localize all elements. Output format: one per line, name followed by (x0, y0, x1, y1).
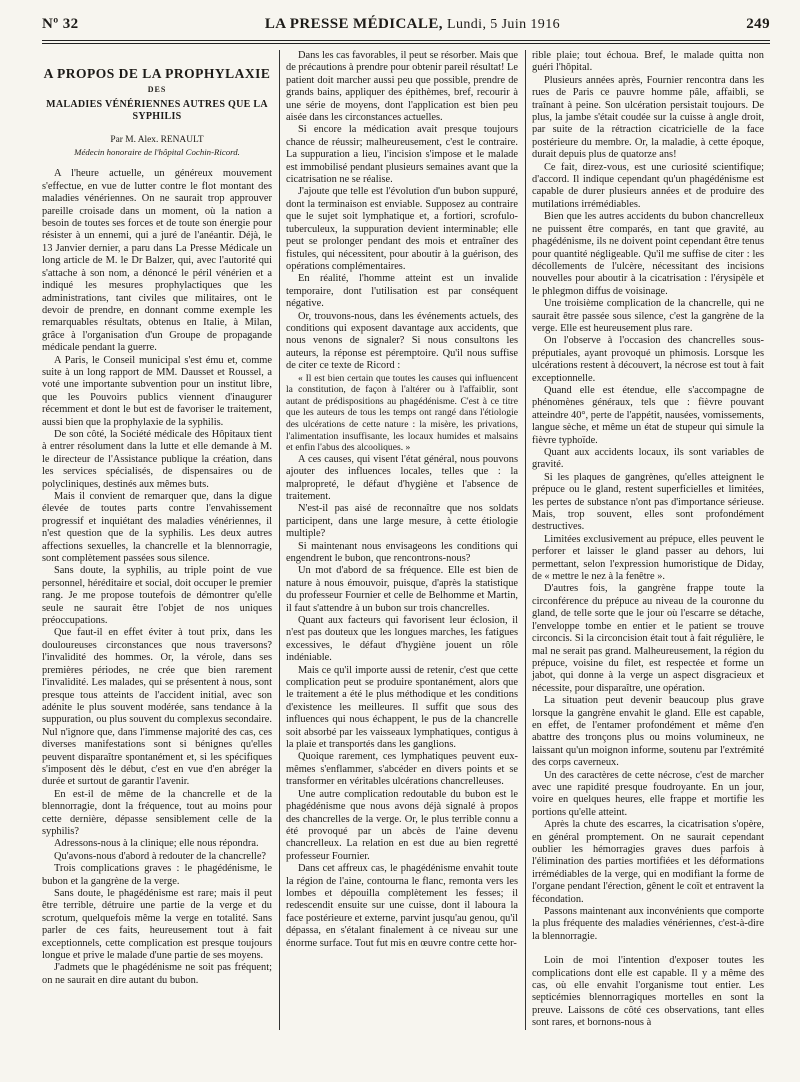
paragraph: Mais il convient de remarquer que, dans la digue élevée de toutes parts contre l'envahissement progressif et inquiétant des maladies vénériennes, il n'est question que de la syphilis. Les deux autres affections sexuelles, la chancrelle et la blennorragie, sont complètement passées sous silence. (42, 491, 272, 565)
article-subtitle: MALADIES VÉNÉRIENNES AUTRES QUE LA SYPHILIS (46, 98, 268, 123)
paragraph: Si encore la médication avait presque toujours chance de réussir; malheureusement, c'est le contraire. La suppuration a lieu, l'incision s'impose et le malade est immobilisé pendant plusieurs semaines avant que la cicatrisation ne se réalise. (286, 124, 518, 186)
paragraph: Une troisième complication de la chancrelle, qui ne saurait être passée sous silence, c'est la gangrène de la verge. Elle est heureusement plus rare. (532, 298, 764, 334)
column-divider (525, 50, 526, 1030)
page-number: 249 (746, 16, 770, 32)
paragraph: Si les plaques de gangrènes, qu'elles atteignent le prépuce ou le gland, restent superficielles et limitées, les pertes de substance n'ont pas d'importance sérieuse. Mais, trop souvent, elles sont profondément destructives. (532, 471, 764, 533)
column-3 (532, 50, 764, 1030)
paragraph: Un des caractères de cette nécrose, c'est de marcher avec une rapidité presque foudroyante. En un jour, voire en quelques heures, elle frappe et mortifie les portions qu'elle atteint. (532, 769, 764, 818)
paragraph: Quoique rarement, ces lymphatiques peuvent eux-mêmes s'enflammer, s'abcéder en divers points et se transformer en véritables ulcérations chancrelleuses. (286, 751, 518, 788)
paragraph: Ce fait, direz-vous, est une curiosité scientifique; d'accord. Il indique cependant qu'un phagédénisme est capable de durer plusieurs années et de produire des mutilations irrémédiables. (532, 161, 764, 210)
author-affiliation: Médecin honoraire de l'hôpital Cochin-Ricord. (74, 147, 240, 158)
paragraph: En est-il de même de la chancrelle et de la blennorragie, dont la fréquence, tout au moins pour cette dernière, dépasse sensiblement celle de la syphilis? (42, 788, 272, 837)
paragraph: En réalité, l'homme atteint est un invalide temporaire, dont l'utilisation est par conséquent négative. (286, 273, 518, 310)
journal-name: LA PRESSE MÉDICALE, (264, 16, 443, 32)
paragraph: Passons maintenant aux inconvénients que comporte la plus fréquente des maladies vénériennes, c'est-à-dire la blennorragie. (532, 906, 764, 942)
paragraph: A l'heure actuelle, un généreux mouvement s'effectue, en vue de lutter contre le flot montant des maladies vénériennes. On ne saurait trop approuver pareille croisade dans un moment, où la nation a besoin de toutes ses forces et de toute son énergie pour résister à un ennemi, qui a juré de l'anéantir. Déjà, le 13 Janvier dernier, a paru dans La Presse Médicale un long article de M. le Dr Balzer, qui, avec l'autorité qui s'attache à son nom, a dénoncé le péril vénérien et a indiqué les mesures prophylactiques que les administrations, tant civiles que militaires, ont le devoir de prendre, en donnant comme exemple les remarquables résultats, obtenus en Italie, à Milan, grâce à l'organisation d'un Groupe de propagande médicale pendant la guerre. (42, 168, 272, 354)
page-header (42, 16, 770, 38)
article-title-des: DES (147, 85, 167, 95)
paragraph: Sans doute, la syphilis, au triple point de vue personnel, héréditaire et social, doit occuper le premier rang. Je me propose toutefois de démontrer qu'elle seule ne saurait être l'objet de nos uniques préoccupations. (42, 565, 272, 627)
paragraph: La situation peut devenir beaucoup plus grave lorsque la gangrène envahit le gland. Elle est capable, en effet, de l'entamer profondément et même d'en abattre des tronçons plus ou moins volumineux, ne laissant qu'un moignon informe, soutenu par l'extrémité des corps caverneux. (532, 695, 764, 769)
paragraph: Loin de moi l'intention d'exposer toutes les complications dont elle est capable. Il y a même des cas, où elle envahit l'organisme tout entier. Les septicémies blennorragiques mortelles en sont la preuve. Laissons de côté ces observations, tant elles sont rares, et bornons-nous à (532, 955, 764, 1029)
paragraph: N'est-il pas aisé de reconnaître que nos soldats participent, dans une large mesure, à cette étiologie multiple? (286, 503, 518, 540)
paragraph: Plusieurs années après, Fournier rencontra dans les rues de Paris ce pauvre homme pâle, affaibli, se traînant à peine. Son ulcération persistait toujours. De plus, la jambe s'était coudée sur la cuisse à angle droit, par suite de la rétraction cicatricielle de la face postérieure du membre. Or, la maladie, à cette époque, durait depuis plus de quatorze ans! (532, 74, 764, 161)
header-rule-thin (42, 43, 770, 44)
paragraph: Quand elle est étendue, elle s'accompagne de phénomènes généraux, tels que : fièvre pouvant atteindre 40°, perte de l'appétit, nausées, vomissements, langue sèche, et même un état de stupeur qui simule la fièvre typhoïde. (532, 384, 764, 446)
paragraph: Mais ce qu'il importe aussi de retenir, c'est que cette complication peut se produire spontanément, alors que le traitement a été le plus méthodique et les conditions d'existence les meilleures. Il suffit que sous des influences qui nous échappent, le pus de la chancrelle soit absorbé par les vaisseaux lymphatiques, contigus à la plaie et transportés dans les ganglions. (286, 664, 518, 751)
paragraph: Limitées exclusivement au prépuce, elles peuvent le perforer et laisser le gland passer au dehors, lui permettant, selon l'expression humoristique de Diday, de « mettre le nez à la fenêtre ». (532, 533, 764, 583)
paragraph: Si maintenant nous envisageons les conditions qui engendrent le bubon, que rencontrons-nous? (286, 540, 518, 564)
article-columns (42, 50, 770, 1030)
article-title: A PROPOS DE LA PROPHYLAXIE (43, 66, 271, 81)
paragraph: Quant aux facteurs qui favorisent leur éclosion, il n'est pas douteux que les longues marches, les fatigues excessives, le défaut d'hygiène jouent un rôle indéniable. (286, 615, 518, 664)
column-2 (286, 50, 518, 1030)
issue-number: Nº 32 (42, 16, 79, 32)
author-byline: Par M. Alex. RENAULT (110, 134, 204, 145)
paragraph: Bien que les autres accidents du bubon chancrelleux ne puissent être comparés, en tant que gravité, au phagédénisme, ils ne doivent point cependant être tenus pour quantité négligeable. Qu'il me suffise de citer : les décollements de l'ulcère, nécessitant des incisions nouvelles pour aboutir à la cicatrisation : l'érysipèle et le phlegmon diffus de voisinage. (532, 211, 764, 297)
paragraph: Adressons-nous à la clinique; elle nous répondra. (54, 838, 259, 850)
header-rule (42, 40, 770, 41)
paragraph: J'admets que le phagédénisme ne soit pas fréquent; on ne saurait en dire autant du bubon. (42, 962, 272, 986)
column-1 (42, 50, 272, 1030)
paragraph: A ces causes, qui visent l'état général, nous pouvons ajouter des influences locales, telles que : la malpropreté, le défaut d'hygiène et l'absence de traitement. (286, 453, 518, 502)
paragraph: Dans les cas favorables, il peut se résorber. Mais que de précautions à prendre pour obtenir pareil résultat! Le patient doit marcher aussi peu que possible, prendre de grands bains, appliquer des épithèmes, bref, recourir à une série de moyens, dont l'application est bien peu aisée dans les circonstances actuelles. (286, 50, 518, 124)
paragraph: Que faut-il en effet éviter à tout prix, dans les douloureuses circonstances que nous traversons? l'invalidité des hommes. Or, la vérole, dans ses premières périodes, ne crée que bien rarement l'invalidité. Les malades, qui se présentent à nous, sont presque tous atteints de l'accident initial, avec son adénite le plus souvent modérée, sans tendance à la suppuration, ou plus souvent du complexus secondaire. Nul n'ignore que, dans l'immense majorité des cas, ces diverses manifestations sont si bénignes qu'elles peuvent disparaître spontanément et, si les spécifiques s'imposent dès le début, c'est en vue d'en abréger la durée et surtout de garantir l'avenir. (42, 627, 272, 788)
paragraph: Trois complications graves : le phagédénisme, le bubon et la gangrène de la verge. (42, 863, 272, 887)
paragraph: On l'observe à l'occasion des chancrelles sous-préputiales, ayant provoqué un phimosis. Lorsque les ulcérations restent à découvert, la nécrose est tout à fait exceptionnelle. (532, 335, 764, 384)
paragraph: Après la chute des escarres, la cicatrisation s'opère, en général promptement. On ne saurait cependant oublier les hémorragies graves dues parfois à l'élimination des parties mortifiées et les déformations irrémédiables de la verge, qui en modifiant la forme de l'organe pendant l'érection, gênent le coït et entravent la fécondation. (532, 819, 764, 905)
paragraph: D'autres fois, la gangrène frappe toute la circonférence du prépuce au niveau de la couronne du gland, de telle sorte que le jour où l'escarre se détache, l'enveloppe tombe en entier et le patient se trouve circoncis. Si la circoncision était tout à fait régulière, le mal ne serait pas grand. Malheureusement, la région du prépuce, voisine du filet, est respectée et forme un jabot, qui donne à la verge un aspect disgracieux et nécessite, pour disparaître, une opération. (532, 583, 764, 694)
paragraph: Qu'avons-nous d'abord à redouter de la chancrelle? (54, 850, 267, 862)
paragraph: De son côté, la Société médicale des Hôpitaux tient à entrer résolument dans la lutte et elle demande à M. le directeur de l'Assistance publique la création, dans les services spécialisés, de dispensaires ou de polycliniques, destinés aux mêmes buts. (42, 428, 272, 490)
issue-date: Lundi, 5 Juin 1916 (447, 17, 561, 32)
ricord-quote: « Il est bien certain que toutes les causes qui influencent la constitution, de façon à l'altérer ou à l'affaiblir, sont autant de prédispositions au phagédénisme. C'est à ce titre que les auteurs de tous les temps ont rangé dans l'étiologie des ulcérations de cette nature : la misère, les privations, l'alimentation insuffisante, les locaux humides et malsains et enfin l'abus des alcooliques. » (286, 372, 518, 454)
article-title-block (42, 68, 272, 124)
paragraph: Sans doute, le phagédénisme est rare; mais il peut être terrible, détruire une partie de la verge et du scrotum, quelquefois même la verge en totalité. Sans parler de ces faits, heureusement tout à fait exceptionnels, cette complication est presque toujours longue et prive le malade d'une partie de ses moyens. (42, 888, 272, 962)
section-spacer (532, 943, 764, 955)
paragraph: Un mot d'abord de sa fréquence. Elle est bien de nature à nous émouvoir, puisque, d'après la statistique du professeur Fournier et celle de Belhomme et Martin, il faut s'attendre à un bubon sur trois chancrelles. (286, 565, 518, 614)
journal-title (265, 16, 560, 33)
paragraph: Quant aux accidents locaux, ils sont variables de gravité. (532, 447, 764, 471)
paragraph: rible plaie; tout échoua. Bref, le malade quitta non guéri l'hôpital. (532, 50, 764, 74)
paragraph: Une autre complication redoutable du bubon est le phagédénisme que nous avons déjà signalé à propos des chancrelles de la verge. Or, le plus terrible connu a été provoqué par un abcès de l'aine devenu chancrelleux. La relation en est due au bien regretté professeur Fournier. (286, 788, 518, 862)
paragraph: Dans cet affreux cas, le phagédénisme envahit toute la région de l'aine, contourna le flanc, remonta vers les lombes et dépouilla complètement les fesses; il redescendit ensuite sur une cuisse, dont il laboura la face postérieure et externe, parvint jusqu'au genou, qu'il dépassa, en s'étalant finalement à ce niveau sur une énorme surface. Tout fut mis en œuvre contre cette hor- (286, 863, 518, 949)
paragraph: Or, trouvons-nous, dans les événements actuels, des conditions qui exposent davantage aux accidents, que nous venons de signaler? Si nous consultons les auteurs, la réponse est péremptoire. Qu'il nous suffise de citer ce texte de Ricord : (286, 310, 518, 372)
paragraph: J'ajoute que telle est l'évolution d'un bubon suppuré, dont la terminaison est enviable. Supposez au contraire que le sujet soit lymphatique et, a fortiori, scrofulo-tuberculeux, la suppuration devient interminable; elle peut se prolonger pendant des mois et entraîner des fistules, qui nécessitent, pour aboutir à la guérison, des opérations complémentaires. (286, 186, 518, 272)
paragraph: A Paris, le Conseil municipal s'est ému et, comme suite à un long rapport de MM. Dausset et Roussel, a voté une importante subvention pour un institut libre, que les Pouvoirs publics viennent d'inaugurer récemment et dont le but est de favoriser le traitement, aussi bien que la prophylaxie de la syphilis. (42, 354, 272, 428)
column-divider (279, 50, 280, 1030)
